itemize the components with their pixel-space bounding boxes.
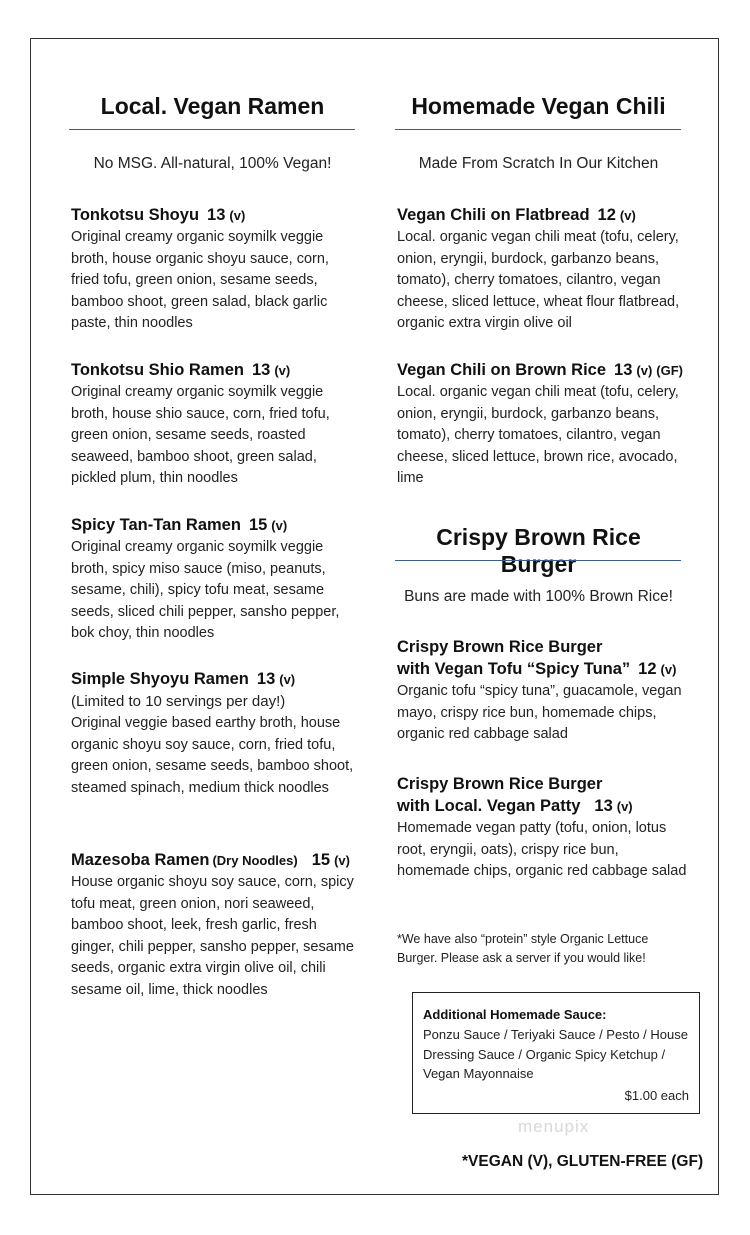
item-name: Tonkotsu Shoyu xyxy=(71,206,200,224)
item-price: 15 xyxy=(248,516,268,534)
item-description: Original creamy organic soymilk veggie broth, spicy miso sauce (miso, peanuts, sesame, chili), spicy tofu meat, sesame seeds, sliced chili pepper, sansho pepper, bok choy, thin noodles xyxy=(71,539,340,642)
burger-section-subtitle: Buns are made with 100% Brown Rice! xyxy=(404,588,673,605)
item-vegan-tag: (v) xyxy=(274,363,291,378)
menu-item-simple-shyoyu xyxy=(71,668,361,799)
item-name: with Vegan Tofu “Spicy Tuna” xyxy=(397,660,631,678)
menu-item-spicy-tan-tan xyxy=(71,514,361,645)
item-name: Tonkotsu Shio Ramen xyxy=(71,361,244,379)
item-name-line xyxy=(71,514,361,537)
item-name: Mazesoba Ramen xyxy=(71,851,210,869)
diet-legend: *VEGAN (V), GLUTEN-FREE (GF) xyxy=(462,1153,704,1170)
ramen-section-rule xyxy=(69,129,355,130)
item-vegan-tag: (v) xyxy=(271,518,288,533)
item-name-line xyxy=(71,849,361,872)
item-vegan-tag: (v) xyxy=(619,208,636,223)
menu-item-tonkotsu-shio xyxy=(71,359,361,490)
item-price: 13 xyxy=(614,361,633,379)
chili-section-rule xyxy=(395,129,681,130)
item-gluten-free-tag: (GF) xyxy=(656,363,683,378)
item-description: Original creamy organic soymilk veggie broth, house shio sauce, corn, fried tofu, green onion, sesame seeds, roasted seaweed, bamboo shoot, green salad, pickled plum, thin noodles xyxy=(71,384,330,487)
item-name: Spicy Tan-Tan Ramen xyxy=(71,516,241,534)
sauce-list: Ponzu Sauce / Teriyaki Sauce / Pesto / House Dressing Sauce / Organic Spicy Ketchup / Vegan Mayonnaise xyxy=(423,1027,688,1081)
menu-item-tonkotsu-shoyu xyxy=(71,204,361,335)
item-name-line-1: Crispy Brown Rice Burger xyxy=(397,775,603,793)
item-name-line-2 xyxy=(397,795,689,818)
item-name: Vegan Chili on Brown Rice xyxy=(397,361,607,379)
item-price: 15 xyxy=(311,851,331,869)
item-name-line xyxy=(71,204,361,227)
item-price: 13 xyxy=(594,797,613,815)
burger-section-title: Crispy Brown Rice Burger xyxy=(436,524,641,577)
item-name-line-1: Crispy Brown Rice Burger xyxy=(397,638,603,656)
item-description: Original creamy organic soymilk veggie broth, house organic shoyu sauce, corn, fried tofu, green onion, sesame seeds, bamboo shoot, green salad, black garlic paste, thin noodles xyxy=(71,229,329,332)
item-name-line xyxy=(71,359,361,382)
additional-sauce-box xyxy=(412,992,700,1114)
item-name-note: (Dry Noodles) xyxy=(212,853,298,868)
menu-item-burger-spicy-tuna xyxy=(397,636,689,746)
burger-footnote: *We have also “protein” style Organic Lettuce Burger. Please ask a server if you would like! xyxy=(397,932,649,965)
item-description: Local. organic vegan chili meat (tofu, celery, onion, eryngii, burdock, garbanzo beans, tomato), cherry tomatoes, cilantro, vegan cheese, sliced lettuce, brown rice, avocado, lime xyxy=(397,384,679,487)
item-name: Simple Shyoyu Ramen xyxy=(71,670,249,688)
item-price: 13 xyxy=(256,670,276,688)
item-price: 13 xyxy=(207,206,226,224)
item-vegan-tag: (v) xyxy=(279,672,296,687)
item-description: Original veggie based earthy broth, house organic shoyu soy sauce, corn, fried tofu, green onion, sesame seeds, bamboo shoot, steamed spinach, medium thick noodles xyxy=(71,715,354,796)
item-description: Local. organic vegan chili meat (tofu, celery, onion, eryngii, burdock, garbanzo beans, tomato), cherry tomatoes, cilantro, vegan cheese, sliced lettuce, wheat flour flatbread, organic extra virgin olive oil xyxy=(397,229,680,332)
item-vegan-tag: (v) xyxy=(660,662,677,677)
menu-item-burger-vegan-patty xyxy=(397,773,689,883)
menu-item-mazesoba xyxy=(71,849,361,1002)
ramen-section-subtitle: No MSG. All-natural, 100% Vegan! xyxy=(93,155,332,172)
burger-section-rule xyxy=(395,560,681,561)
item-name-line xyxy=(397,204,689,227)
chili-section-title: Homemade Vegan Chili xyxy=(411,93,666,119)
chili-section-subtitle: Made From Scratch In Our Kitchen xyxy=(418,155,659,172)
item-vegan-tag: (v) xyxy=(229,208,246,223)
item-price: 12 xyxy=(597,206,616,224)
item-name: with Local. Vegan Patty xyxy=(397,797,581,815)
item-name: Vegan Chili on Flatbread xyxy=(397,206,590,224)
item-description: Organic tofu “spicy tuna”, guacamole, vegan mayo, crispy rice bun, homemade chips, organic red cabbage salad xyxy=(397,683,682,743)
item-description: House organic shoyu soy sauce, corn, spicy tofu meat, green onion, nori seaweed, bamboo shoot, leek, fresh garlic, fresh ginger, chili pepper, sansho pepper, sesame seeds, organic extra virgin olive oil, chili sesame oil, lime, thick noodles xyxy=(71,874,354,998)
sauce-price: $1.00 each xyxy=(624,1087,689,1103)
item-limit-note: (Limited to 10 servings per day!) xyxy=(71,693,286,710)
ramen-section-title: Local. Vegan Ramen xyxy=(100,93,325,119)
item-description: Homemade vegan patty (tofu, onion, lotus root, eryngii, oats), crispy rice bun, homemade chips, organic red cabbage salad xyxy=(397,820,687,880)
item-price: 12 xyxy=(638,660,657,678)
item-vegan-tag: (v) xyxy=(636,363,653,378)
item-vegan-tag: (v) xyxy=(334,853,350,868)
item-name-line-2 xyxy=(397,658,689,681)
item-name-line xyxy=(397,359,689,382)
item-name-line xyxy=(71,668,361,691)
item-vegan-tag: (v) xyxy=(616,799,633,814)
menu-item-chili-flatbread xyxy=(397,204,689,335)
menu-item-chili-brown-rice xyxy=(397,359,689,490)
sauce-box-title: Additional Homemade Sauce: xyxy=(423,1007,607,1022)
item-price: 13 xyxy=(251,361,271,379)
watermark: menupix xyxy=(518,1117,590,1136)
